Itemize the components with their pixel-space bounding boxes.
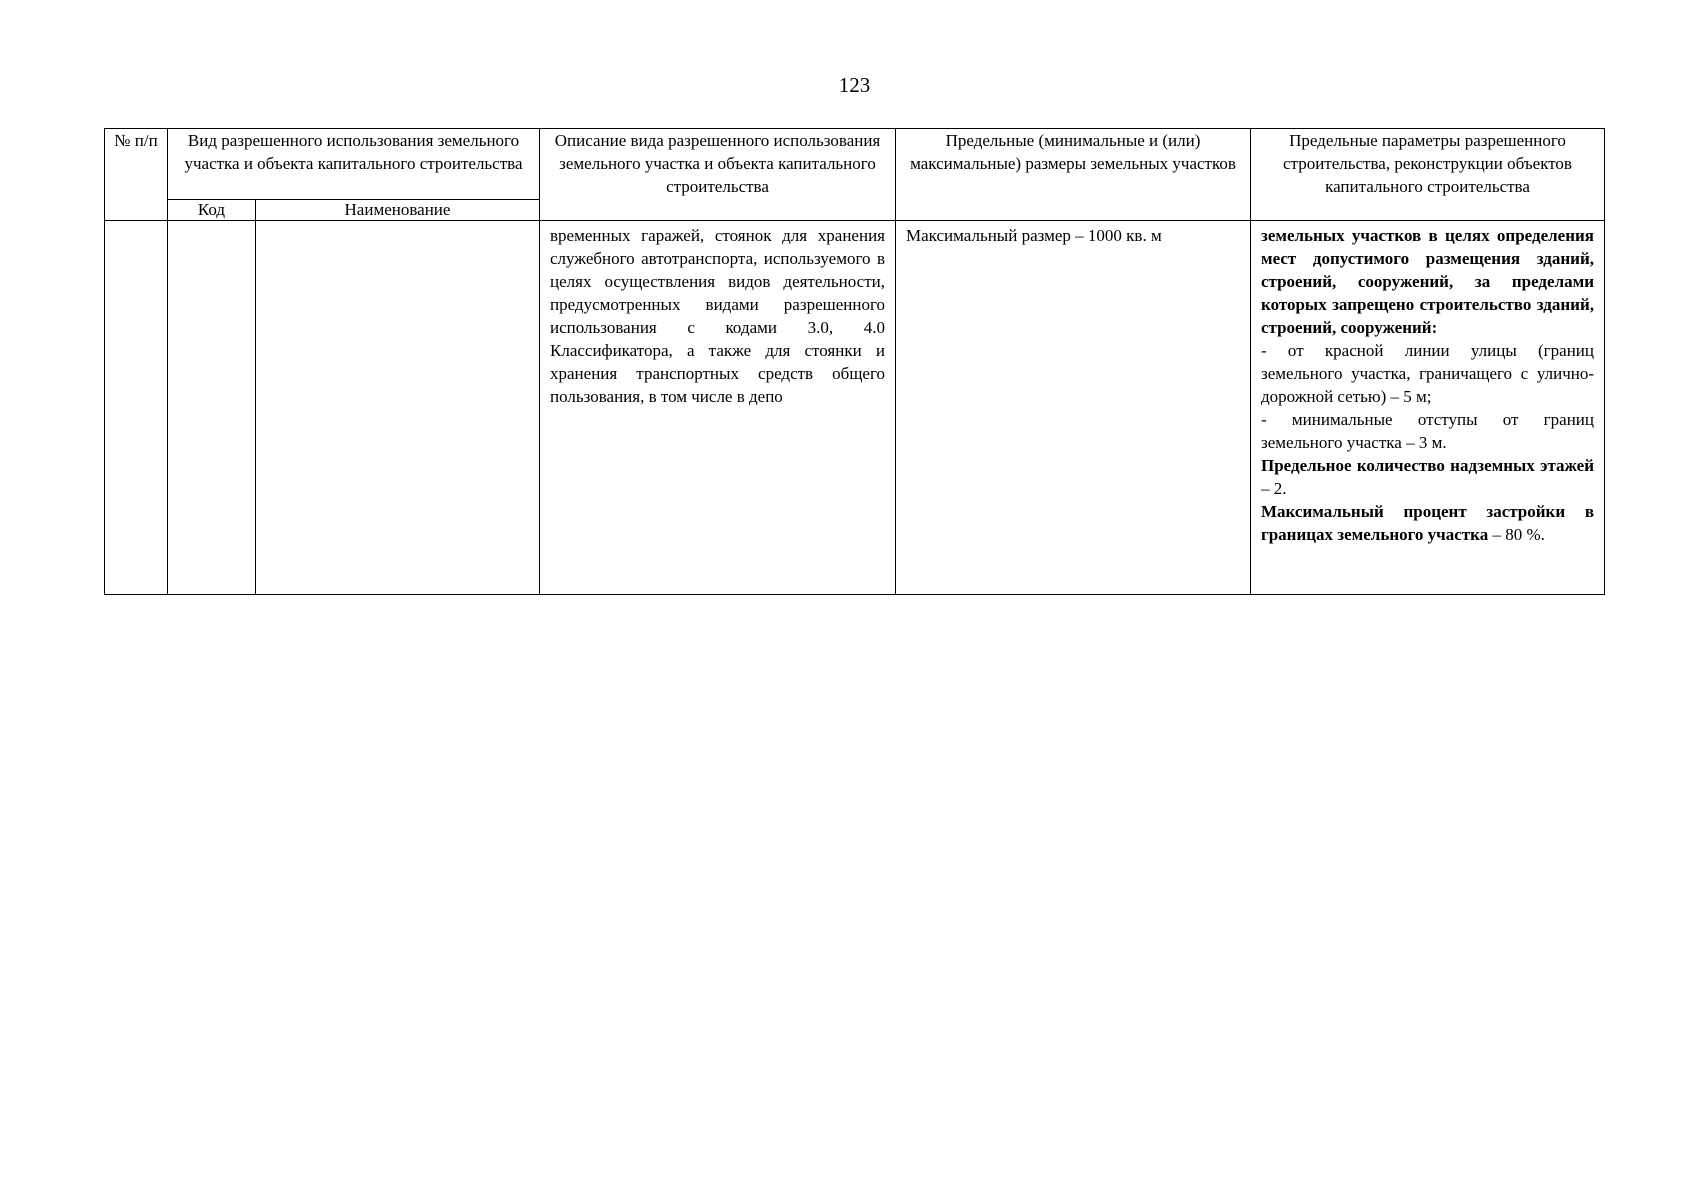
header-description: [540, 129, 896, 221]
header-params: [1251, 129, 1605, 221]
header-number-label: № п/п: [114, 131, 158, 150]
header-sizes-label: Предельные (минимальные и (или) максимальные) размеры земельных участков: [910, 131, 1236, 173]
params-setback-heading: земельных участков в целях определения мест допустимого размещения зданий, строений, сооружений, за пределами которых запрещено строительство зданий, строений, сооружений:: [1261, 226, 1594, 337]
params-floors-value: – 2.: [1261, 479, 1287, 498]
header-description-label: Описание вида разрешенного использования земельного участка и объекта капитального строительства: [554, 131, 881, 196]
cell-params: [1251, 221, 1605, 595]
page-number: 123: [838, 73, 871, 97]
header-code: Код: [168, 200, 256, 221]
header-vid-group: [168, 129, 540, 200]
header-params-label: Предельные параметры разрешенного строительства, реконструкции объектов капитального строительства: [1283, 131, 1572, 196]
params-coverage-value: – 80 %.: [1488, 525, 1545, 544]
cell-number: [105, 221, 168, 595]
params-text: [1251, 221, 1604, 548]
header-number: [105, 129, 168, 221]
params-coverage: [1261, 500, 1594, 546]
header-vid-group-label: Вид разрешенного использования земельного участка и объекта капитального строительства: [184, 131, 523, 173]
sizes-text: Максимальный размер – 1000 кв. м: [906, 226, 1162, 245]
header-name: Наименование: [256, 200, 540, 221]
header-sizes: [896, 129, 1251, 221]
params-setback-min: - минимальные отступы от границ земельного участка – 3 м.: [1261, 410, 1594, 452]
table-row: [105, 221, 1605, 595]
description-text: временных гаражей, стоянок для хранения служебного автотранспорта, используемого в целях осуществления видов деятельности, предусмотренных видами разрешенного использования с кодами 3.0, 4.0 Классификатора, а также для стоянки и хранения транспортных средств общего пользования, в том числе в депо: [550, 226, 885, 406]
cell-code: [168, 221, 256, 595]
cell-sizes: [896, 221, 1251, 595]
params-floors-label: Предельное количество надземных этажей: [1261, 456, 1594, 475]
params-setback-red-line: - от красной линии улицы (границ земельного участка, граничащего с улично-дорожной сетью) – 5 м;: [1261, 341, 1594, 406]
cell-name: [256, 221, 540, 595]
params-coverage-label: Максимальный процент застройки в границах земельного участка: [1261, 502, 1594, 544]
params-floors: [1261, 454, 1594, 500]
table-header-row: [105, 129, 1605, 200]
regulations-table: [104, 128, 1605, 595]
cell-description: [540, 221, 896, 595]
